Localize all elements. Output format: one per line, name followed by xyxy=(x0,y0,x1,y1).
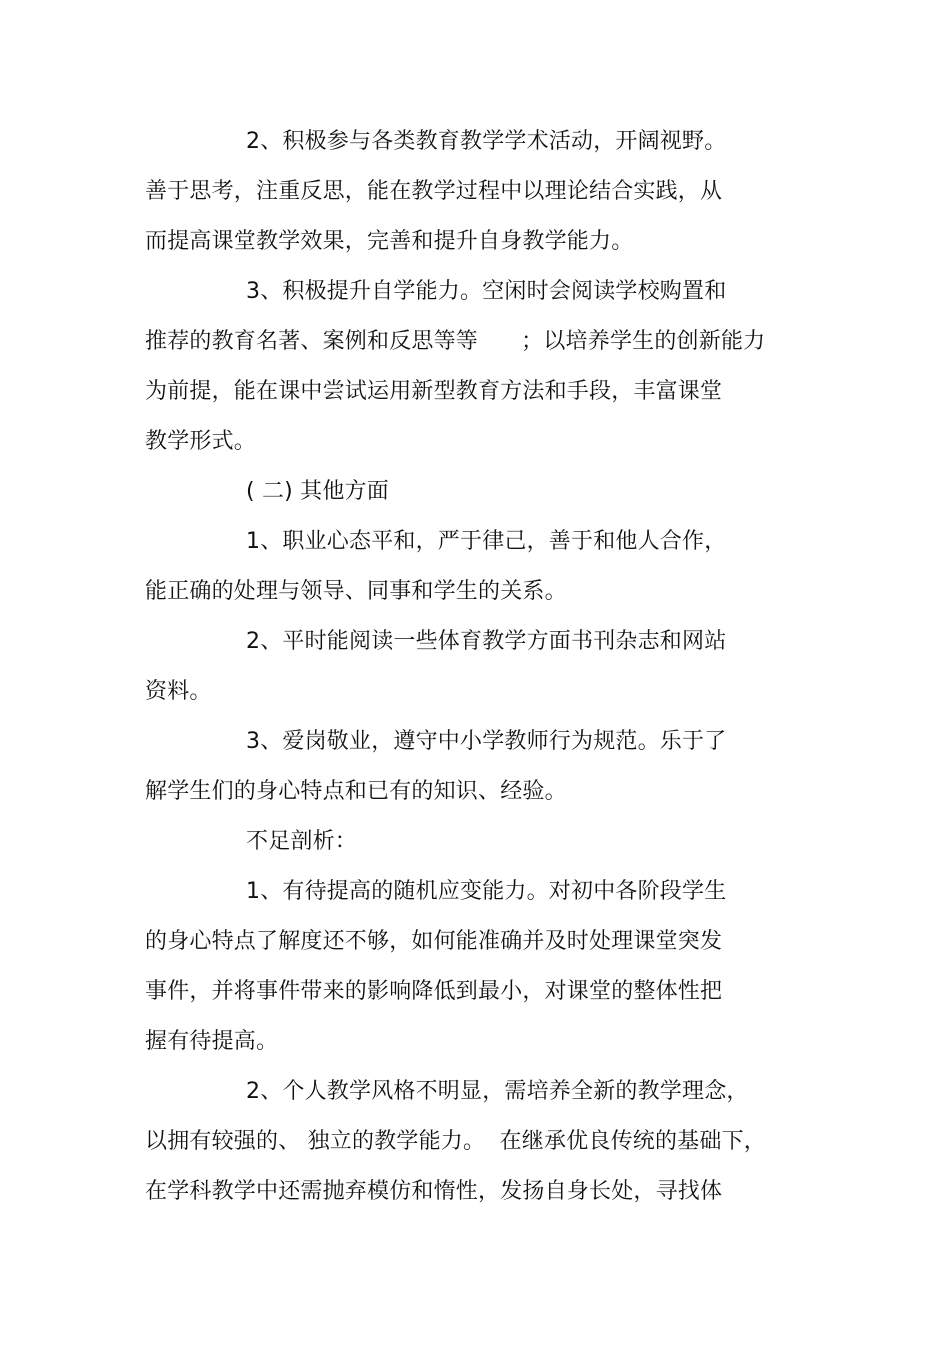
paragraph-line: 2、平时能阅读一些体育教学方面书刊杂志和网站 xyxy=(246,629,727,654)
paragraph-line: 1、职业心态平和，严于律己，善于和他人合作， xyxy=(246,529,727,554)
paragraph-line: 在学科教学中还需抛弃模仿和惰性，发扬自身长处，寻找体 xyxy=(145,1179,723,1204)
paragraph-line: 推荐的教育名著、案例和反思等等 ；以培养学生的创新能力 xyxy=(145,329,766,354)
paragraph-line: 资料。 xyxy=(145,679,212,704)
paragraph-line: 善于思考，注重反思，能在教学过程中以理论结合实践，从 xyxy=(145,179,723,204)
paragraph-line: 2、积极参与各类教育教学学术活动，开阔视野。 xyxy=(246,129,727,154)
paragraph-line: 3、积极提升自学能力。空闲时会阅读学校购置和 xyxy=(246,279,727,304)
paragraph-line: 1、有待提高的随机应变能力。对初中各阶段学生 xyxy=(246,879,727,904)
paragraph-line: 以拥有较强的、 独立的教学能力。 在继承优良传统的基础下， xyxy=(145,1129,766,1154)
section-heading: 不足剖析： xyxy=(246,829,358,854)
paragraph-line: 教学形式。 xyxy=(145,429,257,454)
paragraph-line: 2、个人教学风格不明显，需培养全新的教学理念， xyxy=(246,1079,749,1104)
paragraph-line: 握有待提高。 xyxy=(145,1029,279,1054)
paragraph-line: 3、爱岗敬业，遵守中小学教师行为规范。乐于了 xyxy=(246,729,727,754)
paragraph-line: 能正确的处理与领导、同事和学生的关系。 xyxy=(145,579,567,604)
paragraph-line: 而提高课堂教学效果，完善和提升自身教学能力。 xyxy=(145,229,634,254)
paragraph-line: 事件，并将事件带来的影响降低到最小，对课堂的整体性把 xyxy=(145,979,723,1004)
paragraph-line: 的身心特点了解度还不够，如何能准确并及时处理课堂突发 xyxy=(145,929,723,954)
section-heading: ( 二) 其他方面 xyxy=(246,479,389,504)
paragraph-line: 为前提，能在课中尝试运用新型教育方法和手段，丰富课堂 xyxy=(145,379,723,404)
paragraph-line: 解学生们的身心特点和已有的知识、经验。 xyxy=(145,779,567,804)
